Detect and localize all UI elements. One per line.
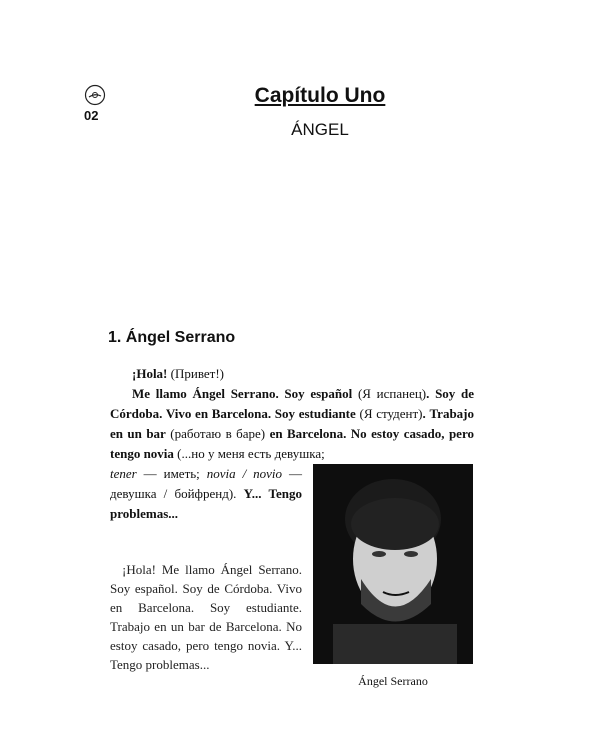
sentence-2: Soy de Córdoba. Vivo en Barcelona. Soy estudiante (110, 386, 475, 421)
portrait-photo (313, 464, 473, 664)
translation-3: (работаю в баре) (170, 426, 266, 441)
greeting-line (110, 364, 474, 384)
photo-caption: Ángel Serrano (358, 674, 428, 688)
chapter-title: Capítulo Uno (254, 84, 386, 107)
track-number: 02 (84, 108, 99, 123)
greeting-spanish: ¡Hola! (132, 366, 168, 381)
translation-1: (Я испанец) (357, 386, 427, 401)
sentence-4: en Barcelona. No estoy casado, pero tengo novia (110, 426, 474, 461)
chapter-subtitle: ÁNGEL (291, 120, 349, 139)
sentence-1: Me llamo Ángel Serrano. Soy español (132, 386, 353, 401)
vocab-gloss-1: — иметь; (143, 466, 200, 481)
vocab-word-1: tener (110, 466, 137, 481)
translation-4: (...но у меня есть девушка; (177, 446, 325, 461)
reading-paragraph: ¡Hola! Me llamo Ángel Serrano. Soy español. Soy de Córdoba. Vivo en Barcelona. Soy estudiante. Trabajo en un bar de Barcelona. No estoy casado, pero tengo novia. Y... Tengo problemas... (110, 562, 302, 672)
sentence-3: Trabajo en un bar (110, 406, 475, 441)
translation-2: (Я студент) (359, 406, 423, 421)
intro-paragraph: Me llamo Ángel Serrano. Soy español (Я испанец). Soy de Córdoba. Vivo en Barcelona. Soy estudiante (Я студент). Trabajo en un bar (работаю в баре) en Barcelona. No estoy casado, pero tengo novia (...но у меня есть девушка; (110, 386, 475, 461)
vocab-word-2: novia / novio (206, 466, 283, 481)
vocab-gloss-2: — девушка / бойфренд). (110, 466, 302, 501)
intro-continued (110, 464, 302, 524)
sentence-5: Y... Tengo problemas... (110, 486, 302, 521)
greeting-translation: (Привет!) (170, 366, 224, 381)
reading-text (110, 560, 302, 674)
main-text (110, 364, 474, 464)
portrait-image (313, 464, 473, 664)
section-heading: 1. Ángel Serrano (108, 329, 236, 346)
